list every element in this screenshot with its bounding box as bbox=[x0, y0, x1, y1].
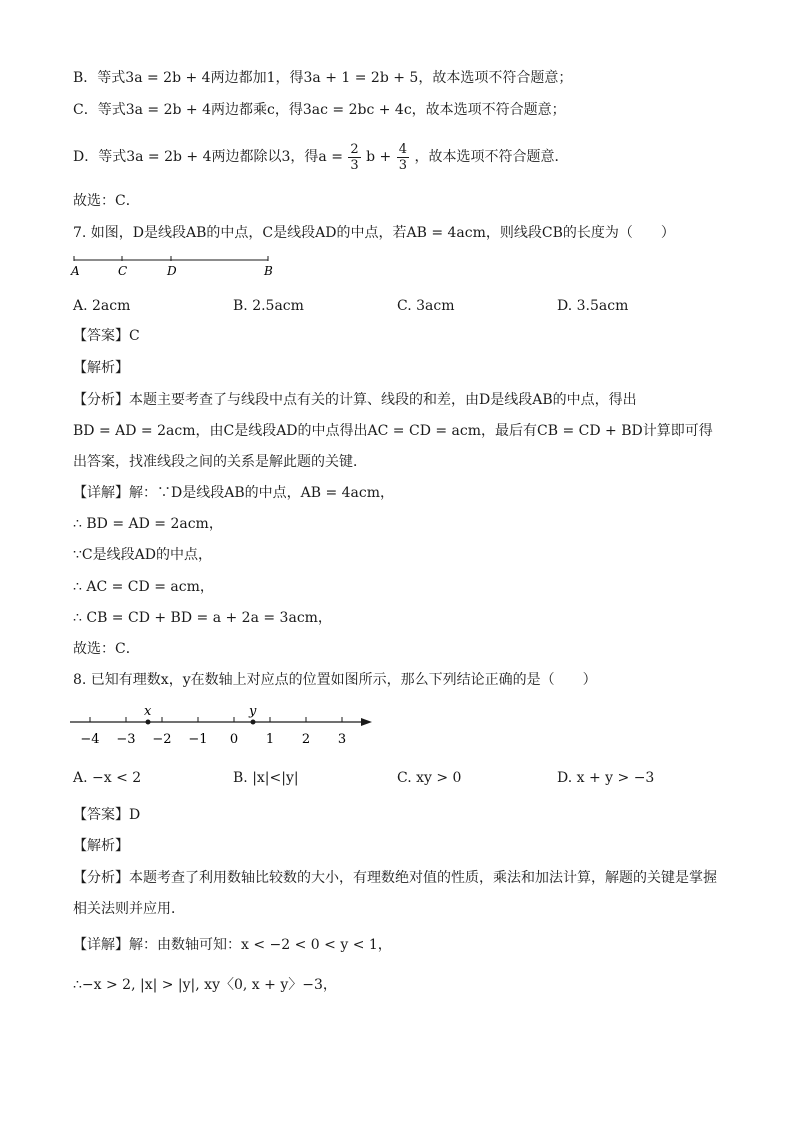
fraction-denominator: 3 bbox=[398, 157, 408, 173]
q7-analysis-line-3: 出答案，找准线段之间的关系是解此题的关键． bbox=[73, 454, 367, 470]
q7-analysis-line-1: 【分析】本题主要考查了与线段中点有关的计算、线段的和差，由D是线段AB的中点，得出 bbox=[73, 392, 637, 408]
point-label-a: A bbox=[71, 264, 80, 278]
fraction-four-thirds bbox=[397, 142, 409, 173]
q7-option-a: A. 2acm bbox=[73, 298, 131, 314]
point-label-c: C bbox=[118, 264, 128, 278]
q7-detail-line-6: 故选：C． bbox=[73, 641, 140, 657]
axis-arrow-icon bbox=[361, 718, 372, 726]
q8-analysis-line-2: 相关法则并应用． bbox=[73, 901, 185, 917]
q7-stem: 7. 如图，D是线段AB的中点，C是线段AD的中点，若AB = 4acm，则线段CB的长度为（ ） bbox=[73, 225, 675, 241]
q8-detail-line-1: 【详解】解：由数轴可知：x < −2 < 0 < y < 1， bbox=[73, 937, 392, 953]
q8-option-c: C. xy > 0 bbox=[397, 770, 462, 786]
option-b-line: B．等式3a = 2b + 4两边都加1，得3a + 1 = 2b + 5，故本选项不符合题意； bbox=[73, 70, 573, 86]
option-d-text-pre: D．等式3a = 2b + 4两边都除以3，得a = bbox=[73, 149, 343, 165]
q7-detail-line-5: ∴ CB = CD + BD = a + 2a = 3acm， bbox=[73, 610, 332, 626]
axis-tick-label: 2 bbox=[301, 732, 311, 747]
q7-analysis-line-2: BD = AD = 2acm，由C是线段AD的中点得出AC = CD = acm，最后有CB = CD + BD计算即可得 bbox=[73, 423, 713, 439]
q7-detail-line-4: ∴ AC = CD = acm， bbox=[73, 579, 214, 595]
q7-option-b: B. 2.5acm bbox=[233, 298, 304, 314]
q7-segment-figure bbox=[70, 250, 280, 282]
axis-tick-label: −4 bbox=[80, 732, 100, 747]
fraction-numerator: 4 bbox=[398, 141, 408, 157]
point-x-label: x bbox=[144, 704, 152, 719]
q8-number-line bbox=[68, 700, 378, 750]
q8-analysis-tag: 【解析】 bbox=[73, 838, 129, 854]
point-x bbox=[146, 720, 151, 725]
q8-option-b: B. |x|<|y| bbox=[233, 770, 299, 786]
q8-option-d: D. x + y > −3 bbox=[557, 770, 655, 786]
q7-detail-line-2: ∴ BD = AD = 2acm， bbox=[73, 516, 223, 532]
axis-tick-label: −2 bbox=[152, 732, 172, 747]
q8-answer: 【答案】D bbox=[73, 807, 141, 823]
q8-analysis-line-1: 【分析】本题考查了利用数轴比较数的大小，有理数绝对值的性质，乘法和加法计算，解题的关键是掌握 bbox=[73, 870, 717, 886]
option-d-text-mid: b + bbox=[366, 149, 392, 165]
q7-answer: 【答案】C bbox=[73, 328, 140, 344]
option-c-line: C．等式3a = 2b + 4两边都乘c，得3ac = 2bc + 4c，故本选项不符合题意； bbox=[73, 102, 566, 118]
q7-detail-line-3: ∵C是线段AD的中点， bbox=[73, 547, 212, 563]
axis-tick-label: −3 bbox=[116, 732, 136, 747]
axis-tick-label: 3 bbox=[337, 732, 347, 747]
option-d-text-post: ，故本选项不符合题意． bbox=[414, 149, 569, 165]
q7-option-d: D. 3.5acm bbox=[557, 298, 629, 314]
point-label-b: B bbox=[264, 264, 273, 278]
point-label-d: D bbox=[167, 264, 177, 278]
axis-tick-label: 0 bbox=[229, 732, 239, 747]
q8-stem: 8. 已知有理数x，y在数轴上对应点的位置如图所示，那么下列结论正确的是（ ） bbox=[73, 672, 597, 688]
fraction-denominator: 3 bbox=[350, 157, 359, 173]
option-d-line bbox=[73, 140, 568, 174]
fraction-two-thirds bbox=[348, 142, 360, 173]
axis-tick-label: 1 bbox=[265, 732, 275, 747]
q8-detail-line-2: ∴−x > 2, |x| > |y|, xy〈0, x + y〉−3， bbox=[73, 977, 337, 993]
axis-tick-label: −1 bbox=[188, 732, 208, 747]
q7-option-c: C. 3acm bbox=[397, 298, 455, 314]
choose-line: 故选：C． bbox=[73, 193, 140, 209]
q7-analysis-tag: 【解析】 bbox=[73, 360, 129, 376]
fraction-numerator: 2 bbox=[350, 141, 359, 157]
point-y bbox=[251, 720, 256, 725]
point-y-label: y bbox=[249, 704, 257, 719]
q8-option-a: A. −x < 2 bbox=[73, 770, 142, 786]
q7-detail-line-1: 【详解】解：∵D是线段AB的中点，AB = 4acm， bbox=[73, 485, 395, 501]
